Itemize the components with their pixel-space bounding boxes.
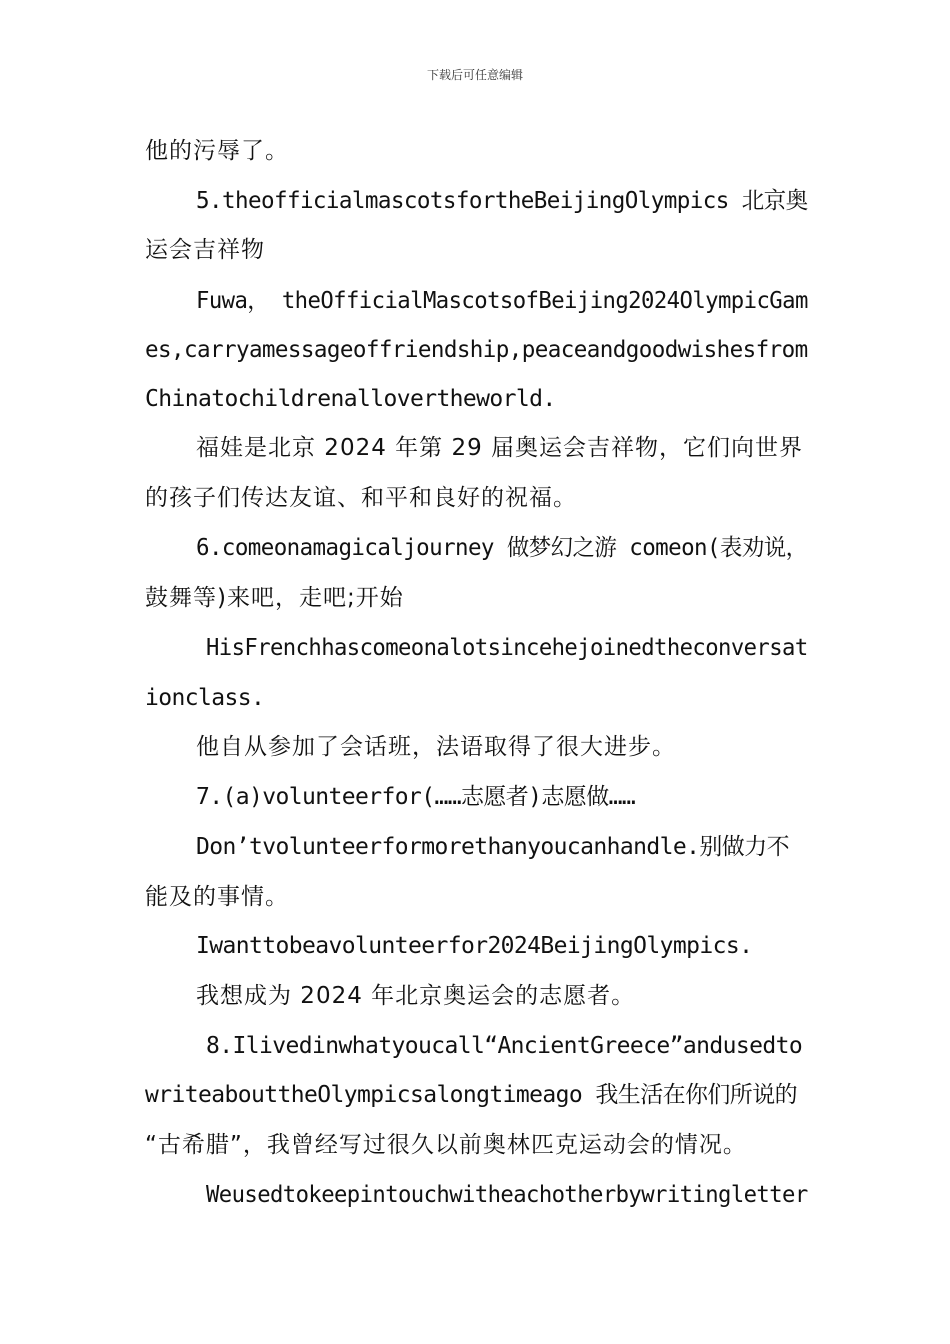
text-line: Chinatochildrenallovertheworld. — [145, 386, 556, 412]
text-line: Don’tvolunteerformorethanyoucanhandle.别做力不 — [196, 834, 789, 860]
text-line: es,carryamessageoffriendship,peaceandgoodwishesfrom — [145, 337, 808, 363]
text-line: 鼓舞等)来吧，走吧;开始 — [145, 585, 404, 611]
page-header: 下载后可任意编辑 — [426, 68, 523, 82]
text-line: 能及的事情。 — [145, 884, 289, 910]
text-line: 运会吉祥物 — [145, 237, 265, 263]
text-line: ionclass. — [145, 685, 265, 711]
text-line: HisFrenchhascomeonalotsincehejoinedtheconversat — [206, 635, 808, 661]
text-line: 的孩子们传达友谊、和平和良好的祝福。 — [145, 485, 577, 511]
text-line: 他的污辱了。 — [145, 138, 289, 164]
text-line: 福娃是北京 2024 年第 29 届奥运会吉祥物，它们向世界 — [196, 435, 804, 461]
text-line: writeabouttheOlympicsalongtimeago 我生活在你们所说的 — [145, 1082, 798, 1108]
text-line: 8.Ilivedinwhatyoucall“AncientGreece”andusedto — [206, 1033, 803, 1059]
text-line: 5.theofficialmascotsfortheBeijingOlympics 北京奥 — [196, 188, 808, 214]
text-line: 7.(a)volunteerfor(……志愿者)志愿做…… — [196, 784, 636, 810]
text-line: Fuwa， theOfficialMascotsofBeijing2024OlympicGam — [196, 288, 808, 314]
text-line: Weusedtokeepintouchwitheachotherbywritingletter — [206, 1182, 808, 1208]
text-line: 我想成为 2024 年北京奥运会的志愿者。 — [196, 983, 636, 1009]
text-line: 6.comeonamagicaljourney 做梦幻之游 comeon(表劝说， — [196, 535, 808, 561]
text-line: Iwanttobeavolunteerfor2024BeijingOlympics. — [196, 933, 753, 959]
text-line: “古希腊”，我曾经写过很久以前奥林匹克运动会的情况。 — [145, 1132, 747, 1158]
text-line: 他自从参加了会话班，法语取得了很大进步。 — [196, 734, 676, 760]
